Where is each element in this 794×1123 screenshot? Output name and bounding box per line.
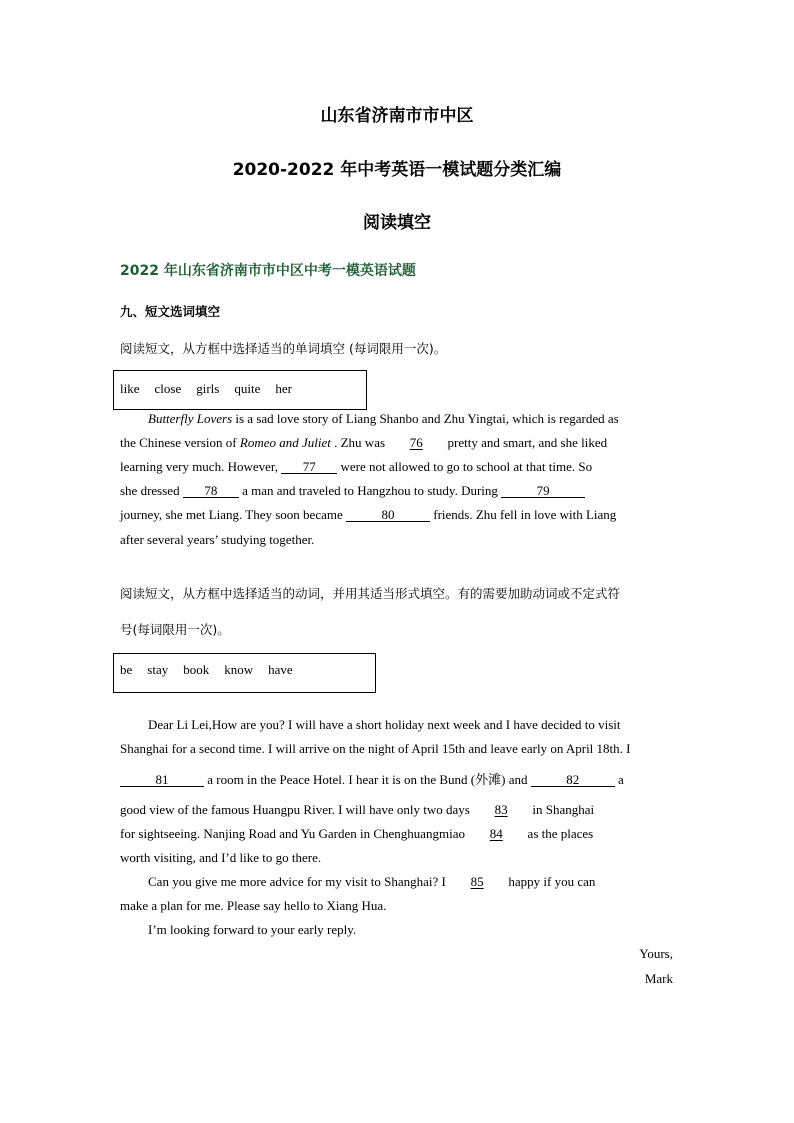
passage1-line: learning very much. However, 77 were not allowed to go to school at that time. So xyxy=(120,459,593,474)
passage2-line: Shanghai for a second time. I will arrive on the night of April 15th and leave early on April 18th. I xyxy=(120,741,631,756)
passage1-line: journey, she met Liang. They soon became 80 friends. Zhu fell in love with Liang xyxy=(120,507,617,522)
passage2-line: make a plan for me. Please say hello to Xiang Hua. xyxy=(120,898,387,913)
blank-85[interactable]: 85 xyxy=(470,874,484,889)
word-option: book xyxy=(183,662,210,677)
passage1-line: after several years’ studying together. xyxy=(120,532,315,547)
passage2-line: for sightseeing. Nanjing Road and Yu Garden in Chenghuangmiao 84 as the places xyxy=(120,826,594,841)
word-box-2 xyxy=(113,653,376,693)
doc-title-region: 山东省济南市市中区 xyxy=(320,106,474,126)
passage1-line: the Chinese version of Romeo and Juliet . Zhu was 76 pretty and smart, and she liked xyxy=(120,435,608,450)
blank-84[interactable]: 84 xyxy=(489,826,503,841)
part-title: 九、短文选词填空 xyxy=(120,304,221,319)
word-option: her xyxy=(275,381,292,396)
blank-79[interactable]: 79 xyxy=(501,485,585,498)
passage1-line: she dressed 78 a man and traveled to Hangzhou to study. During 79 xyxy=(120,483,585,499)
blank-78[interactable]: 78 xyxy=(183,485,239,498)
exam-title: 2022 年山东省济南市市中区中考一模英语试题 xyxy=(120,263,416,279)
passage2-instruction: 阅读短文，从方框中选择适当的动词，并用其适当形式填空。有的需要加助动词或不定式符 xyxy=(120,586,621,601)
blank-82[interactable]: 82 xyxy=(531,774,615,787)
passage2-line: 81 a room in the Peace Hotel. I hear it is on the Bund (外滩) and 82 a xyxy=(120,769,624,788)
word-box-1 xyxy=(113,370,367,410)
letter-closing: Yours, xyxy=(639,946,673,961)
word-option: quite xyxy=(234,381,261,396)
passage1-instruction: 阅读短文，从方框中选择适当的单词填空 (每词限用一次)。 xyxy=(120,341,447,356)
word-option: close xyxy=(154,381,182,396)
blank-81[interactable]: 81 xyxy=(120,774,204,787)
passage2-instruction-cont: 号(每词限用一次)。 xyxy=(120,622,230,637)
doc-title-topic: 阅读填空 xyxy=(363,213,431,233)
word-option: be xyxy=(120,662,133,677)
blank-83[interactable]: 83 xyxy=(494,802,508,817)
blank-80[interactable]: 80 xyxy=(346,509,430,522)
letter-signature: Mark xyxy=(644,971,673,986)
passage2-line: Can you give me more advice for my visit to Shanghai? I 85 happy if you can xyxy=(148,874,596,889)
blank-76[interactable]: 76 xyxy=(409,435,423,450)
word-option: stay xyxy=(147,662,169,677)
blank-77[interactable]: 77 xyxy=(281,461,337,474)
doc-title-series: 2020-2022 年中考英语一模试题分类汇编 xyxy=(232,160,562,180)
passage2-line: I’m looking forward to your early reply. xyxy=(148,922,357,937)
word-option: know xyxy=(224,662,254,677)
passage2-line: good view of the famous Huangpu River. I will have only two days 83 in Shanghai xyxy=(120,802,595,817)
word-option: have xyxy=(268,662,293,677)
passage2-line: Dear Li Lei,How are you? I will have a short holiday next week and I have decided to visit xyxy=(148,717,621,732)
passage2-line: worth visiting, and I’d like to go there. xyxy=(120,850,322,865)
word-option: like xyxy=(120,381,140,396)
word-option: girls xyxy=(196,381,220,396)
passage1-line: Butterfly Lovers is a sad love story of Liang Shanbo and Zhu Yingtai, which is regarded as xyxy=(148,411,619,426)
